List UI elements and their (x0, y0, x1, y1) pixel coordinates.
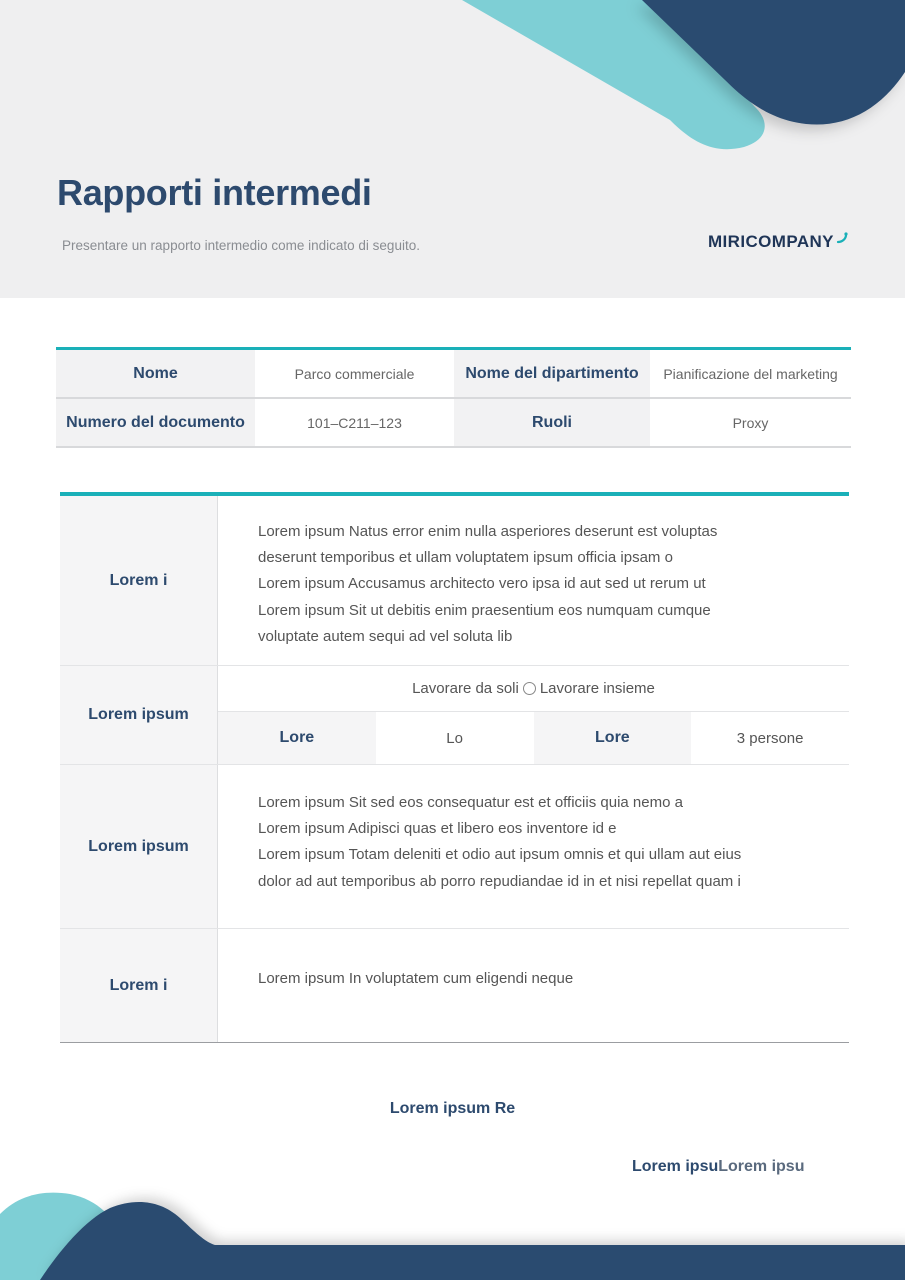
signature-name: Lorem ipsu (632, 1158, 719, 1175)
roles-label: Ruoli (454, 399, 650, 446)
text-line: Lorem ipsum In voluptatem cum eligendi neque (258, 970, 574, 987)
footer-wave-decoration (0, 1180, 905, 1280)
row-content (218, 666, 849, 764)
work-mode-line (218, 666, 849, 712)
signature-title: Lorem ipsum Re (389, 1100, 516, 1117)
text-line: Lorem ipsum Natus error enim nulla asperiores deserunt est voluptas (258, 523, 718, 540)
department-label: Nome del dipartimento (454, 350, 650, 397)
work-together-label: Lavorare insieme (539, 680, 655, 697)
work-alone-label: Lavorare da soli (412, 680, 519, 697)
signature-name-secondary: Lorem ipsu (718, 1158, 805, 1175)
sub-label: Lore (218, 712, 376, 764)
row-content (218, 496, 849, 665)
row-content (218, 929, 849, 1042)
document-number-label: Numero del documento (56, 399, 255, 446)
company-logo (708, 230, 850, 254)
team-size-row (218, 712, 849, 764)
signature-line (632, 1158, 804, 1176)
report-table (60, 492, 849, 1043)
text-line: dolor ad aut temporibus ab porro repudiandae id in et nisi repellat quam i (258, 872, 741, 890)
text-line: Lorem ipsum Accusamus architecto vero ipsa id aut sed ut rerum ut (258, 575, 706, 593)
sub-label: Lore (534, 712, 692, 764)
info-row (56, 399, 851, 448)
paragraph (218, 929, 849, 992)
roles-value: Proxy (732, 414, 769, 431)
report-row (60, 929, 849, 1042)
paragraph (218, 496, 849, 650)
text-line: deserunt temporibus et ullam voluptatem ipsum officia ipsam o (258, 549, 673, 567)
sub-value: Lo (446, 729, 463, 747)
report-row (60, 666, 849, 765)
text-line: Lorem ipsum Totam deleniti et odio aut ipsum omnis et qui ullam aut eius (258, 846, 742, 864)
radio-icon[interactable] (523, 682, 536, 695)
text-line: voluptate autem sequi ad vel soluta lib (258, 627, 513, 645)
name-label: Nome (56, 350, 255, 397)
logo-text: MIRICOMPANY (708, 232, 834, 251)
info-row (56, 350, 851, 399)
report-row (60, 765, 849, 929)
page-subtitle: Presentare un rapporto intermedio come indicato di seguito. (62, 238, 420, 253)
report-row (60, 496, 849, 666)
row-label: Lorem i (60, 496, 218, 665)
people-count-value: 3 persone (736, 729, 804, 747)
text-line: Lorem ipsum Sit sed eos consequatur est et officiis quia nemo a (258, 794, 683, 811)
text-line: Lorem ipsum Sit ut debitis enim praesentium eos numquam cumque (258, 601, 711, 619)
paragraph (218, 765, 849, 895)
page-title: Rapporti intermedi (57, 172, 372, 213)
name-value: Parco commerciale (294, 365, 415, 382)
row-label: Lorem ipsum (60, 765, 218, 928)
department-value: Pianificazione del marketing (663, 365, 838, 382)
document-number-value: 101–C211–123 (307, 414, 402, 431)
row-content (218, 765, 849, 928)
logo-swirl-icon (836, 231, 850, 245)
row-label: Lorem i (60, 929, 218, 1042)
row-label: Lorem ipsum (60, 666, 218, 764)
text-line: Lorem ipsum Adipisci quas et libero eos inventore id e (258, 820, 617, 838)
info-table (56, 347, 851, 448)
